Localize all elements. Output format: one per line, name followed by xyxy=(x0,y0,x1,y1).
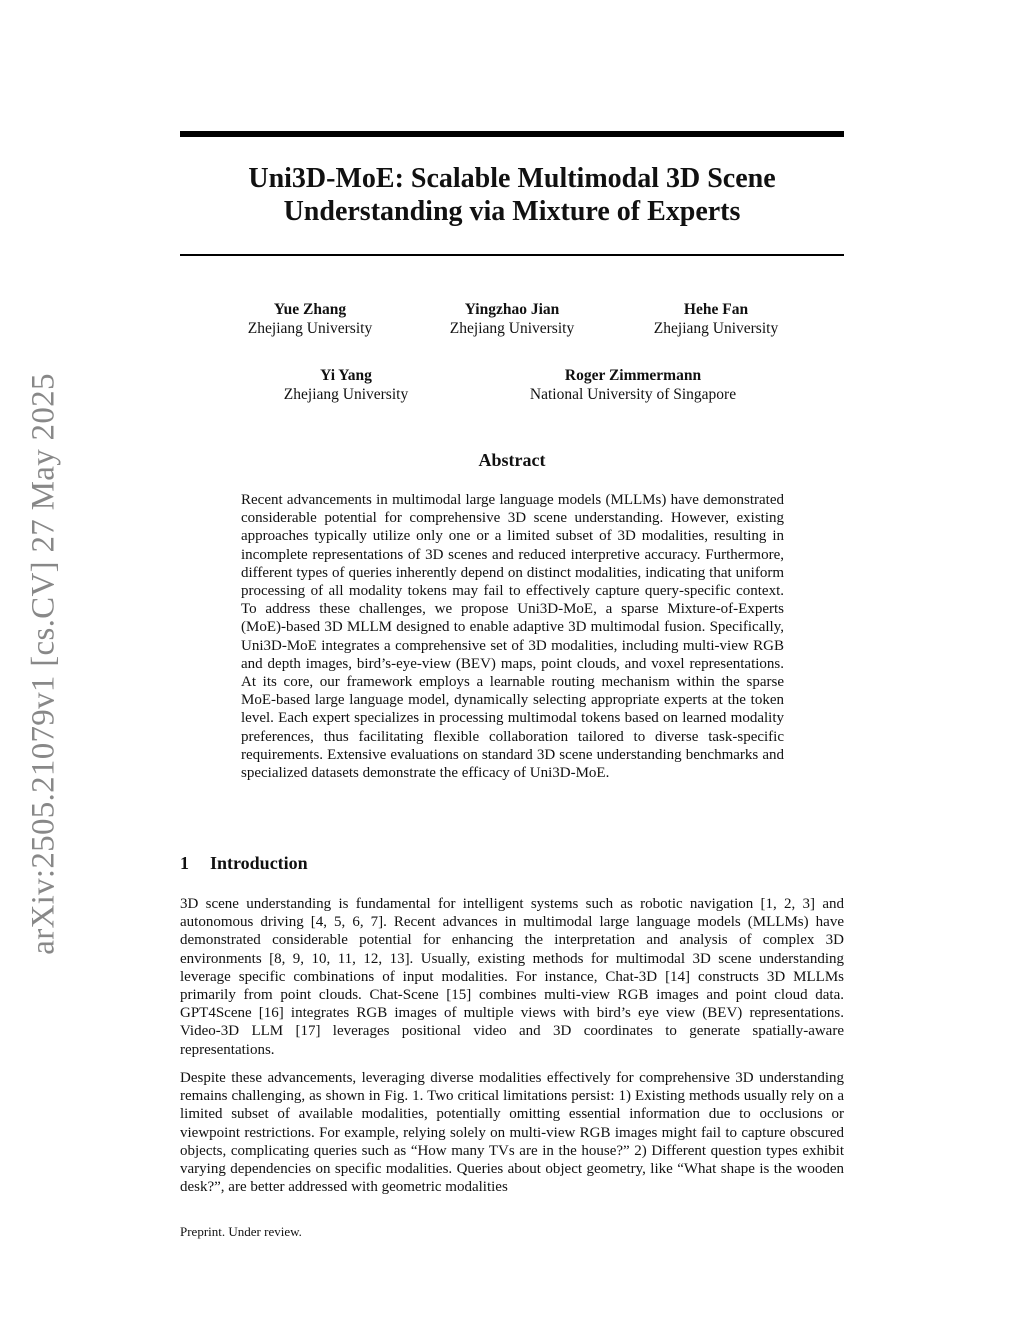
paper-title-line-1: Uni3D-MoE: Scalable Multimodal 3D Scene xyxy=(248,163,776,194)
author-name: Yingzhao Jian xyxy=(464,301,560,318)
author-affiliation: Zhejiang University xyxy=(283,386,409,403)
author-block xyxy=(246,366,446,404)
section-number: 1 xyxy=(180,853,189,873)
intro-paragraph: 3D scene understanding is fundamental for intelligent systems such as robotic navigation [1, 2, 3] and autonomous driving [4, 5, 6, 7]. Recent advances in multimodal large language models (MLLMs) have demonstrated considerable potential for enhancing the interpretation and analysis of complex 3D environments [8, 9, 10, 11, 12, 13]. Usually, existing methods for multimodal 3D scene understanding leverage specific combinations of input modalities. For instance, Chat-3D [14] constructs 3D MLLMs primarily from point clouds. Chat-Scene [15] combines multi-view RGB images and point cloud data. GPT4Scene [16] integrates RGB images of multiple views with bird’s eye view (BEV) representations. Video-3D LLM [17] leverages positional video and 3D coordinates to generate spatially-aware representations. xyxy=(180,896,844,1058)
intro-paragraph: Despite these advancements, leveraging diverse modalities effectively for comprehensive 3D understanding remains challenging, as shown in Fig. 1. Two critical limitations persist: 1) Existing methods usually rely on a limited subset of available modalities, potentially omitting essential information due to occlusions or viewpoint restrictions. For example, relying solely on multi-view RGB images might fail to capture obscured objects, complicating queries such as “How many TVs are in the house?” 2) Different question types exhibit varying dependencies on specific modalities. Queries about object geometry, like “What shape is the wooden desk?”, are better addressed with geometric modalities xyxy=(180,1070,844,1196)
author-name: Yi Yang xyxy=(320,367,372,384)
abstract-heading: Abstract xyxy=(478,450,546,470)
author-name: Yue Zhang xyxy=(273,301,347,318)
author-affiliation: Zhejiang University xyxy=(653,320,779,337)
abstract-text: Recent advancements in multimodal large language models (MLLMs) have demonstrated considerable potential for comprehensive 3D scene understanding. However, existing approaches typically utilize only one or a limited subset of 3D modalities, resulting in incomplete representations of 3D scenes and reduced interpretive accuracy. Furthermore, different types of queries inherently depend on distinct modalities, indicating that uniform processing of all modality tokens may fail to effectively capture query-specific context. To address these challenges, we propose Uni3D-MoE, a sparse Mixture-of-Experts (MoE)-based 3D MLLM designed to enable adaptive 3D multimodal fusion. Specifically, Uni3D-MoE integrates a comprehensive set of 3D modalities, including multi-view RGB and depth images, bird’s-eye-view (BEV) maps, point clouds, and voxel representations. At its core, our framework employs a learnable routing mechanism within the sparse MoE-based large language model, dynamically selecting appropriate experts at the token level. Each expert specializes in processing multimodal tokens based on learned modality preferences, thus facilitating flexible collaboration tailored to diverse task-specific requirements. Extensive evaluations on standard 3D scene understanding benchmarks and specialized datasets demonstrate the efficacy of Uni3D-MoE. xyxy=(241,492,784,782)
author-block xyxy=(503,366,763,404)
paper-title-line-2: Understanding via Mixture of Experts xyxy=(283,196,741,227)
paper-title xyxy=(180,162,844,228)
author-block xyxy=(616,300,816,338)
author-affiliation: National University of Singapore xyxy=(529,386,737,403)
title-bottom-rule xyxy=(180,254,844,256)
author-block xyxy=(210,300,410,338)
title-top-rule xyxy=(180,131,844,137)
author-block xyxy=(412,300,612,338)
section-heading-introduction xyxy=(180,853,308,874)
author-affiliation: Zhejiang University xyxy=(449,320,575,337)
arxiv-identifier: arXiv:2505.21079v1 [cs.CV] 27 May 2025 xyxy=(25,373,62,955)
preprint-footer: Preprint. Under review. xyxy=(180,1224,302,1239)
section-title: Introduction xyxy=(210,853,308,873)
author-name: Roger Zimmermann xyxy=(564,367,702,384)
author-name: Hehe Fan xyxy=(683,301,749,318)
author-affiliation: Zhejiang University xyxy=(247,320,373,337)
